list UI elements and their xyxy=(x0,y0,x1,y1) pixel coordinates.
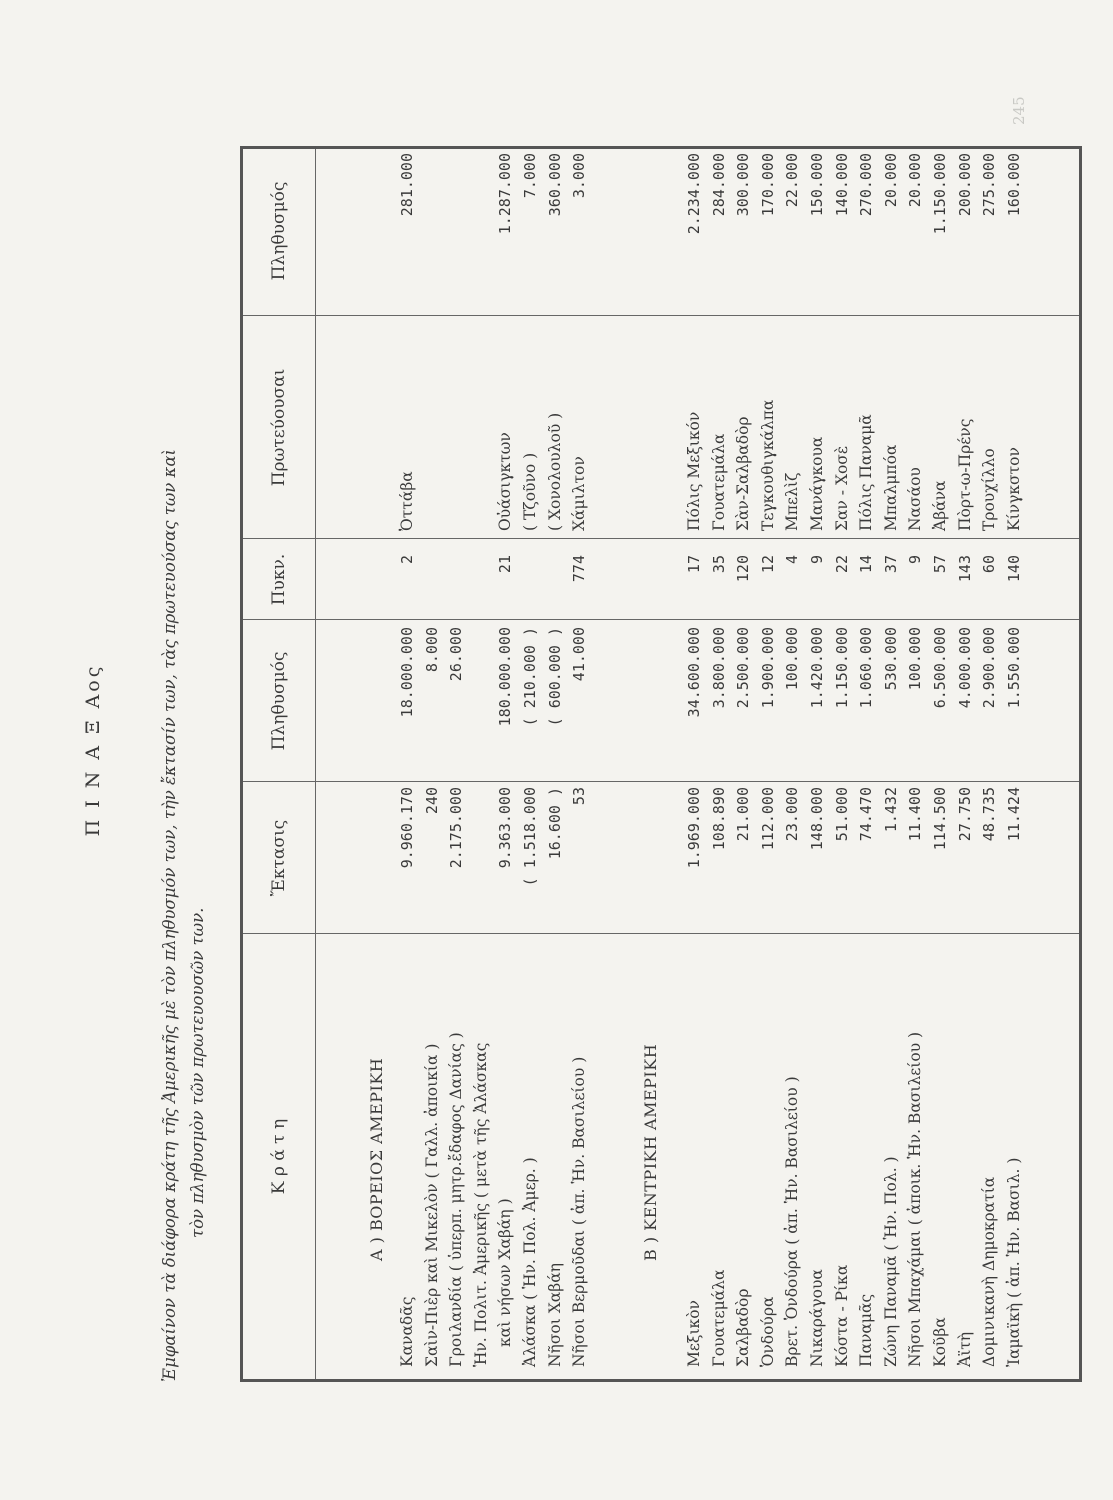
north-area-cell: 2.175.000 xyxy=(447,787,466,869)
central-cpop-cell: 20.000 xyxy=(906,153,925,208)
central-state-cell: Ὁνδούρα xyxy=(758,1296,777,1367)
central-cap-cell: Σαν - Χοσὲ xyxy=(832,445,851,531)
north-area-cell xyxy=(470,787,493,929)
central-area-cell: 1.432 xyxy=(881,787,900,833)
central-dens-cell: 140 xyxy=(1004,555,1023,583)
population-table xyxy=(240,146,1082,1382)
central-pop-cell: 100.000 xyxy=(906,627,925,691)
central-pop-cell: 1.550.000 xyxy=(1004,627,1023,709)
central-dens-cell: 14 xyxy=(857,555,876,574)
central-dens-cell: 60 xyxy=(980,555,999,574)
central-area-cell: 48.735 xyxy=(980,787,999,842)
central-cap-cell: Μπαλμπόα xyxy=(881,444,900,531)
divider xyxy=(243,619,1079,620)
north-cap-cell: ( Τζοῦνο ) xyxy=(521,452,539,531)
central-area-cell: 74.470 xyxy=(857,787,876,842)
header-divider xyxy=(315,149,316,1379)
central-state-cell: Παναμᾶς xyxy=(857,1293,876,1367)
central-dens-cell: 12 xyxy=(758,555,777,574)
central-cpop-cell: 300.000 xyxy=(734,153,753,217)
central-pop-cell: 6.500.000 xyxy=(931,627,949,709)
central-dens-cell: 9 xyxy=(906,555,925,565)
central-cpop-cell: 140.000 xyxy=(832,153,851,217)
north-state-cell: καὶ νήσων Χαβάη ) xyxy=(496,1198,515,1347)
north-cpop-cell: 281.000 xyxy=(398,153,416,217)
north-area-cell: ( 1.518.000 xyxy=(521,787,539,887)
central-pop-cell: 4.000.000 xyxy=(955,627,974,709)
central-area-cell: 11.400 xyxy=(906,787,925,842)
north-dens-cell xyxy=(519,555,542,617)
central-state-cell: Σαλβαδὸρ xyxy=(734,1288,753,1367)
central-cap-cell: Νασάου xyxy=(906,467,925,531)
central-state-cell: Νῆσοι Μπαχάμαι ( ἀποικ. Ἡν. Βασιλείου ) xyxy=(906,1031,925,1367)
central-pop-cell: 34.600.000 xyxy=(685,627,703,718)
divider xyxy=(243,538,1079,539)
north-cpop-cell xyxy=(445,153,468,313)
north-cpop-cell xyxy=(421,153,444,313)
central-state-cell: Γουατεμάλα xyxy=(709,1269,728,1367)
north-pop-cell: ( 600.000 ) xyxy=(545,627,564,727)
north-state-cell: Σαὶν-Πιὲρ καὶ Μικελὸν ( Γαλλ. ἀποικία ) xyxy=(422,1043,441,1367)
central-pop-cell: 100.000 xyxy=(783,627,802,691)
central-cpop-cell: 200.000 xyxy=(955,153,974,217)
north-pop-cell: 180.000.000 xyxy=(496,627,515,727)
central-area-cell: 148.000 xyxy=(808,787,826,851)
central-cap-cell: Γουατεμάλα xyxy=(709,433,728,531)
central-cap-cell: Πόλις Μεξικόν xyxy=(685,411,703,531)
central-state-cell: Μεξικὸν xyxy=(685,1300,703,1367)
north-cap-cell xyxy=(470,321,493,531)
north-dens-cell xyxy=(445,555,468,617)
north-cpop-cell xyxy=(470,153,493,313)
section-north-america: Α ) ΒΟΡΕΙΟΣ ΑΜΕΡΙΚΗ xyxy=(367,1057,386,1261)
subtitle-line-2: τὸν πληθυσμὸν τῶν πρωτευουσῶν των. xyxy=(188,907,207,1238)
central-cap-cell: Κίνγκστον xyxy=(1004,447,1023,531)
central-cpop-cell: 150.000 xyxy=(808,153,826,217)
header-density: Πυκν. xyxy=(269,553,289,606)
central-pop-cell: 2.900.000 xyxy=(980,627,999,709)
central-cap-cell: Σὰν-Σαλβαδὸρ xyxy=(734,416,753,531)
central-cap-cell: Τρουχίλλο xyxy=(980,448,999,531)
north-area-cell: 9.960.170 xyxy=(398,787,416,869)
central-state-cell: Νικαράγουα xyxy=(808,1269,826,1367)
central-area-cell: 108.890 xyxy=(709,787,728,851)
section-central-america: Β ) ΚΕΝΤΡΙΚΗ ΑΜΕΡΙΚΗ xyxy=(641,1043,660,1261)
central-cpop-cell: 170.000 xyxy=(758,153,777,217)
central-area-cell: 112.000 xyxy=(758,787,777,851)
north-pop-cell: ( 210.000 ) xyxy=(521,627,539,727)
central-cap-cell: Πόλις Παναμᾶ xyxy=(857,414,876,531)
divider xyxy=(243,933,1079,934)
central-cpop-cell: 275.000 xyxy=(980,153,999,217)
north-cap-cell xyxy=(421,321,444,531)
north-dens-cell xyxy=(470,555,493,617)
central-dens-cell: 17 xyxy=(685,555,703,574)
central-area-cell: 27.750 xyxy=(955,787,974,842)
page-number: 245 xyxy=(1010,96,1028,125)
north-pop-cell: 26.000 xyxy=(447,627,466,682)
central-cpop-cell: 270.000 xyxy=(857,153,876,217)
central-pop-cell: 530.000 xyxy=(881,627,900,691)
central-cpop-cell: 160.000 xyxy=(1004,153,1023,217)
north-cap-cell: Χάμιλτον xyxy=(570,456,589,531)
north-dens-cell: 2 xyxy=(398,555,416,565)
central-pop-cell: 1.150.000 xyxy=(832,627,851,709)
central-pop-cell: 2.500.000 xyxy=(734,627,753,709)
north-state-cell: Ἡν. Πολιτ. Ἀμερικῆς ( μετὰ τῆς Ἀλάσκας xyxy=(471,1042,490,1367)
central-pop-cell: 3.800.000 xyxy=(709,627,728,709)
north-pop-cell: 41.000 xyxy=(570,627,589,682)
north-pop-cell xyxy=(470,627,493,777)
central-area-cell: 23.000 xyxy=(783,787,802,842)
central-cpop-cell: 22.000 xyxy=(783,153,802,208)
central-cpop-cell: 20.000 xyxy=(881,153,900,208)
north-area-cell: 16.600 ) xyxy=(545,787,564,860)
divider xyxy=(243,781,1079,782)
central-cap-cell: Ἀβάνα xyxy=(931,480,949,531)
central-dens-cell: 120 xyxy=(734,555,753,583)
central-dens-cell: 37 xyxy=(881,555,900,574)
central-dens-cell: 4 xyxy=(783,555,802,565)
central-area-cell: 51.000 xyxy=(832,787,851,842)
central-state-cell: Ζώνη Παναμᾶ ( Ἡν. Πολ. ) xyxy=(881,1156,900,1367)
header-capital-population: Πληθυσμός xyxy=(269,181,289,281)
central-dens-cell: 57 xyxy=(931,555,949,574)
central-cap-cell: Μπελὶζ xyxy=(783,472,802,531)
central-dens-cell: 22 xyxy=(832,555,851,574)
central-pop-cell: 1.900.000 xyxy=(758,627,777,709)
central-area-cell: 21.000 xyxy=(734,787,753,842)
central-cpop-cell: 2.234.000 xyxy=(685,153,703,235)
central-dens-cell: 143 xyxy=(955,555,974,583)
subtitle-line-1: Ἐμφαίνον τὰ διάφορα κράτη τῆς Ἀμερικῆς μὲ τὸν πληθυσμόν των, τὴν ἔκτασίν των, τὰς πρωτευούσας των καὶ xyxy=(160,449,179,1382)
central-dens-cell: 9 xyxy=(808,555,826,565)
north-cpop-cell: 3.000 xyxy=(570,153,589,199)
north-dens-cell: 774 xyxy=(570,555,589,583)
north-dens-cell xyxy=(544,555,567,617)
header-capital: Πρωτεύουσαι xyxy=(269,368,289,487)
north-cap-cell xyxy=(445,321,468,531)
north-state-cell: Καναδᾶς xyxy=(398,1296,416,1367)
central-cap-cell: Τεγκουθιγκάλπα xyxy=(758,399,777,531)
north-state-cell: Νῆσοι Βερμοῦδαι ( ἀπ. Ἡν. Βασιλείου ) xyxy=(570,1056,589,1367)
central-state-cell: Κόστα - Ρίκα xyxy=(832,1264,851,1367)
divider xyxy=(243,315,1079,316)
north-cap-cell: ( Χονολουλοῦ ) xyxy=(545,412,564,531)
central-area-cell: 1.969.000 xyxy=(685,787,703,869)
header-area: Ἔκτασις xyxy=(269,819,289,897)
north-pop-cell: 8.000 xyxy=(422,627,441,673)
central-cpop-cell: 1.150.000 xyxy=(931,153,949,235)
central-state-cell: Δομινικανὴ Δημοκρατία xyxy=(980,1176,999,1367)
north-dens-cell xyxy=(421,555,444,617)
north-pop-cell: 18.000.000 xyxy=(398,627,416,718)
header-state: Κ ρ ά τ η xyxy=(269,1118,289,1195)
central-dens-cell: 35 xyxy=(709,555,728,574)
north-cap-cell: Οὐάσιγκτων xyxy=(496,432,515,531)
central-state-cell: Βρετ. Ὁνδούρα ( ἀπ. Ἡν. Βασιλείου ) xyxy=(783,1076,802,1367)
north-cpop-cell: 1.287.000 xyxy=(496,153,515,235)
north-area-cell: 240 xyxy=(422,787,441,815)
north-cap-cell: Ὀττάβα xyxy=(398,471,416,531)
central-cap-cell: Μανάγκουα xyxy=(808,436,826,531)
central-pop-cell: 1.060.000 xyxy=(857,627,876,709)
north-state-cell: Νῆσοι Χαβάη xyxy=(545,1263,564,1367)
central-state-cell: Ἰαμαϊκὴ ( ἀπ. Ἡν. Βασιλ. ) xyxy=(1004,1157,1023,1367)
central-area-cell: 11.424 xyxy=(1004,787,1023,842)
central-state-cell: Κοῦβα xyxy=(931,1317,949,1367)
central-area-cell: 114.500 xyxy=(931,787,949,851)
central-pop-cell: 1.420.000 xyxy=(808,627,826,709)
page-title: Π Ι Ν Α Ξ Αος xyxy=(82,663,104,837)
north-cpop-cell: 360.000 xyxy=(545,153,564,217)
north-state-cell: Ἀλάσκα ( Ἡν. Πολ. Ἀμερ. ) xyxy=(521,1157,539,1367)
north-dens-cell: 21 xyxy=(496,555,515,574)
header-population: Πληθυσμός xyxy=(269,651,289,751)
north-area-cell: 9.363.000 xyxy=(496,787,515,869)
central-state-cell: Ἀϊτὴ xyxy=(955,1331,974,1367)
central-cpop-cell: 284.000 xyxy=(709,153,728,217)
north-cpop-cell: 7.000 xyxy=(521,153,539,199)
north-state-cell: Γροιλανδία ( ὑπερπ. μητρ.ἔδαφος Δανίας ) xyxy=(447,1032,466,1367)
central-cap-cell: Πὸρτ-ω-Πρένς xyxy=(955,418,974,531)
north-area-cell: 53 xyxy=(570,787,589,806)
